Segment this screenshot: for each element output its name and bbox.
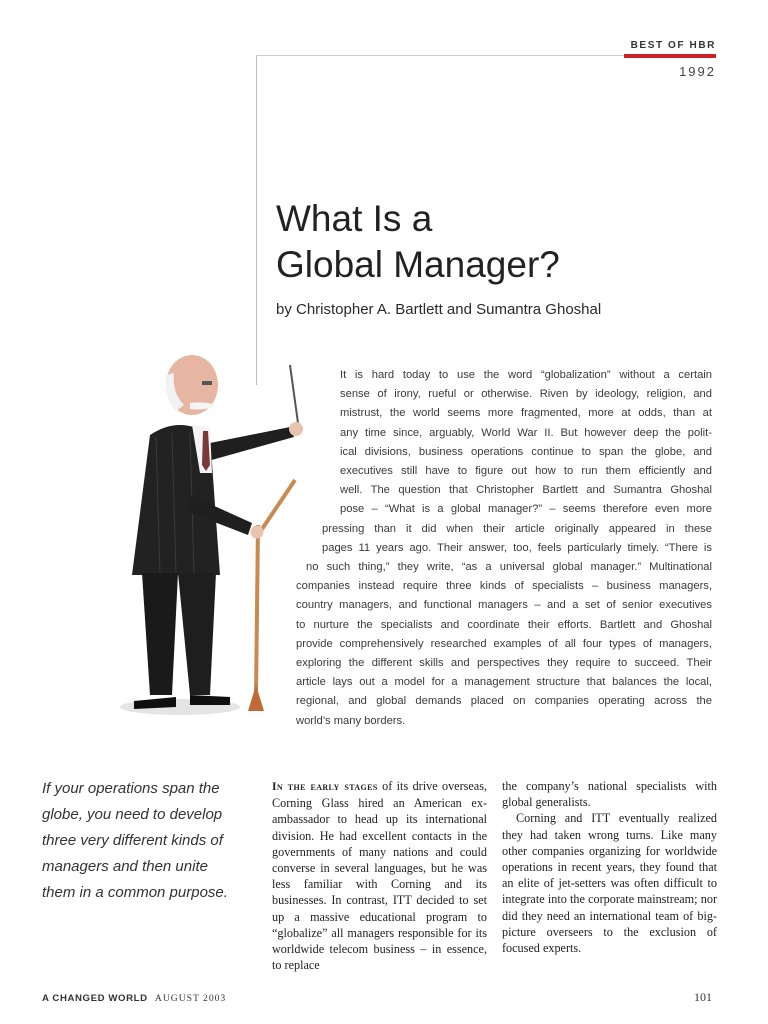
column-2-paragraph-1: the company’s national specialists with global generalists. (502, 779, 717, 810)
deck-paragraph (296, 366, 712, 731)
deck-line: any time since, arguably, World War II. But however deep the polit- (340, 426, 712, 439)
pull-quote: If your operations span the globe, you need to develop three very different kinds of managers and then unite them in a common purpose. (42, 780, 228, 901)
deck-line: executives still have to figure out how to run them efficiently and (340, 465, 712, 478)
deck-line: It is hard today to use the word “globalization” without a certain (340, 369, 712, 381)
deck-line: country managers, and functional managers – and a set of senior executives (296, 599, 712, 612)
title-line-1: What Is a (276, 198, 433, 239)
conductor-illustration (120, 345, 320, 735)
running-footer (42, 993, 226, 1004)
series-accent-bar (624, 54, 716, 58)
year-label: 1992 (679, 64, 716, 79)
deck-line: well. The question that Christopher Bartlett and Sumantra Ghoshal (340, 484, 712, 497)
deck-line: ical divisions, business operations continue to span the globe, and (340, 445, 712, 458)
article-title (276, 196, 560, 288)
column-2-paragraph-2: Corning and ITT eventually realized they had taken wrong turns. Like many other companies organizing for worldwide operations in recent years, they found that an elite of jet-setters was often difficult to integrate into the corporate mainstream; nor did they need an international team of big-picture overseers to the exclusion of focused experts. (502, 811, 717, 956)
lead-in: In the early stages (272, 780, 378, 793)
footer-section-title: A CHANGED WORLD (42, 993, 148, 1004)
deck-line: to nurture the specialists and coordinate their efforts. Bartlett and Ghoshal (296, 618, 712, 631)
deck-line: no such thing,” they write, “as a universal global manager.” Multinational (306, 561, 712, 574)
deck-line: pose – “What is a global manager?” – seems therefore even more (340, 503, 712, 516)
deck-line: exploring the different skills and perspectives they require to succeed. Their (296, 657, 712, 670)
body-column-1 (272, 778, 487, 973)
byline: by Christopher A. Bartlett and Sumantra Ghoshal (276, 301, 602, 318)
deck-line: world’s many borders. (296, 714, 406, 727)
deck-line: regional, and global demands placed on companies operating across the (296, 695, 712, 708)
page-number: 101 (694, 990, 712, 1004)
title-line-2: Global Manager? (276, 244, 560, 285)
header-vertical-rule (256, 55, 257, 385)
deck-line: pages 11 years ago. Their answer, too, feels particularly timely. “There is (322, 541, 712, 554)
deck-line: article lays out a model for a management structure that balances the local, (296, 676, 712, 689)
body-column-2 (502, 778, 717, 956)
deck-line: sense of irony, rueful or otherwise. Riven by ideology, religion, and (340, 388, 712, 401)
series-label: BEST OF HBR (630, 40, 716, 51)
deck-line: provide comprehensively researched examples of all four types of managers, (296, 637, 712, 650)
deck-line: mistrust, the world seems more fragmented, more at odds, than at (340, 407, 712, 420)
footer-issue-date: AUGUST 2003 (154, 993, 227, 1004)
column-1-text: of its drive overseas, Corning Glass hired an American ex-ambassador to head up its international division. He had excellent contacts in the governments of many nations and could converse in several languages, but he was less familiar with Corning and its businesses. In contrast, ITT decided to set up a massive educational program to “globalize” all managers responsible for its worldwide telecom business – in essence, to replace (272, 779, 488, 973)
deck-line: companies instead require three kinds of specialists – business managers, (296, 580, 712, 593)
deck-line: pressing than it did when their article originally appeared in these (322, 522, 712, 535)
